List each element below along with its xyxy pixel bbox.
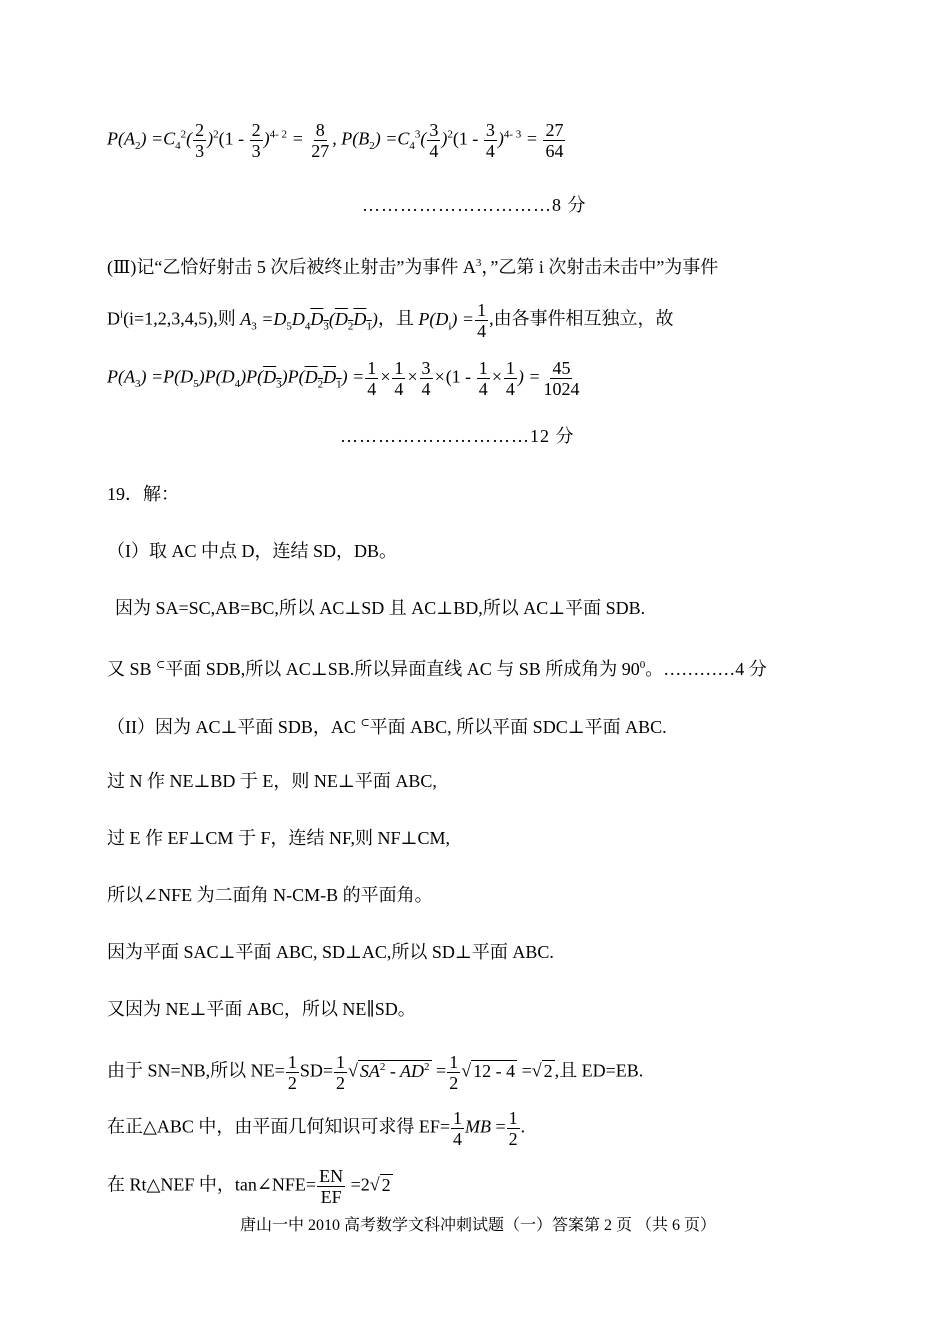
- subset-symbol-2: ⊂: [360, 717, 370, 729]
- part3-text-e: ，且: [377, 308, 414, 329]
- question-19: 19．解：: [107, 484, 179, 504]
- p12-text-a: 在 Rt△NEF 中，tan∠NFE=: [107, 1174, 317, 1195]
- p4-text-a: （II）因为 AC⊥平面 SDB，AC: [107, 717, 356, 737]
- score-12: …………………………12 分: [340, 426, 575, 446]
- part3-text-d: (i=1,2,3,4,5),则: [123, 308, 236, 329]
- paragraph-4: [107, 712, 667, 738]
- part3-text-a: (Ⅲ)记“乙恰好射击 5 次后被终止射击”为事件 A: [107, 257, 476, 277]
- part3-text-b: ，”乙第 i 次射击未击中”为事件: [481, 257, 719, 277]
- part3-intro: [107, 252, 718, 278]
- paragraph-6: 过 E 作 EF⊥CM 于 F，连结 NF,则 NF⊥CM,: [107, 828, 450, 848]
- page-footer: 唐山一中 2010 高考数学文科冲刺试题（一）答案第 2 页 （共 6 页）: [240, 1217, 717, 1234]
- paragraph-3: [107, 654, 767, 680]
- p3-text-c: 。…………4 分: [645, 659, 767, 679]
- formula-a3-events: $A_3 =D_5D_4D_3(D_2D_1)$: [240, 308, 378, 333]
- paragraph-5: 过 N 作 NE⊥BD 于 E，则 NE⊥平面 ABC,: [107, 771, 437, 791]
- p10-text-a: 由于 SN=NB,所以 NE=: [107, 1060, 285, 1081]
- p10-text-c: ,且 ED=EB.: [554, 1060, 644, 1081]
- p11-text-a: 在正△ABC 中，由平面几何知识可求得 EF=: [107, 1116, 451, 1137]
- part3-definition: [107, 300, 674, 341]
- part3-sup-c: i: [120, 308, 124, 321]
- part3-sup-a: 3: [475, 257, 482, 269]
- paragraph-7: 所以∠NFE 为二面角 N-CM-B 的平面角。: [107, 885, 433, 905]
- paragraph-12: 在 Rt△NEF 中，tan∠NFE= $\frac{EN}{EF}$ =2√ 2: [107, 1166, 391, 1207]
- paragraph-8: 因为平面 SAC⊥平面 ABC, SD⊥AC,所以 SD⊥平面 ABC.: [107, 942, 554, 962]
- paragraph-9: 又因为 NE⊥平面 ABC，所以 NE∥SD。: [107, 999, 416, 1019]
- degree-sup: 0: [639, 659, 646, 671]
- paragraph-11: 在正△ABC 中，由平面几何知识可求得 EF= $\frac{1}{4}$ MB = $\frac{1}{2}$ .: [107, 1108, 526, 1149]
- formula-pa3: $P(A_3) =P(D_5)P(D_4)P(D_3)P(D_2D_1)$ = $\frac{1}{4}$ × $\frac{1}{4}$ × $\frac{3}{4}$ ×(1 - $\frac{1}{4}$ × $\frac{1}{4}$ ) = $\frac{45}{1024}$: [107, 358, 580, 399]
- part3-text-f: ,由各事件相互独立，故: [489, 308, 674, 329]
- p3-text-b: 平面 SDB,所以 AC⊥SB.所以异面直线 AC 与 SB 所成角为 90: [165, 659, 640, 679]
- formula-pdi: $P(D_i)$ = $\frac{1}{4}$: [418, 300, 487, 341]
- paragraph-10: 由于 SN=NB,所以 NE= $\frac{1}{2}$ SD= $\frac{1}{2}$ √ $SA^2 - AD^2$ = $\frac{1}{2}$ √ 12 - 4 =√ 2 ,且 ED=EB.: [107, 1052, 644, 1093]
- part3-text-c: D: [107, 308, 120, 329]
- score-8: …………………………8 分: [362, 195, 587, 215]
- subset-symbol: ⊂: [156, 659, 166, 671]
- p10-text-b: SD=: [299, 1060, 333, 1081]
- paragraph-1: （I）取 AC 中点 D，连结 SD，DB。: [107, 541, 398, 561]
- paragraph-2: 因为 SA=SC,AB=BC,所以 AC⊥SD 且 AC⊥BD,所以 AC⊥平面 SDB.: [115, 598, 646, 618]
- formula-pa2-pb2: $P(A_2) =C_4^2$( $\frac{2}{3}$ )$^2$(1 - $\frac{2}{3}$ )$^{4- 2}$ = $\frac{8}{27}$ , $P(B_2) =C_4^3$( $\frac{3}{4}$ )$^2$(1 - $\frac{3}{4}$ )$^{4- 3}$ = $\frac{27}{64}$: [107, 120, 564, 161]
- p3-text-a: 又 SB: [107, 659, 152, 679]
- p4-text-b: 平面 ABC, 所以平面 SDC⊥平面 ABC.: [369, 717, 667, 737]
